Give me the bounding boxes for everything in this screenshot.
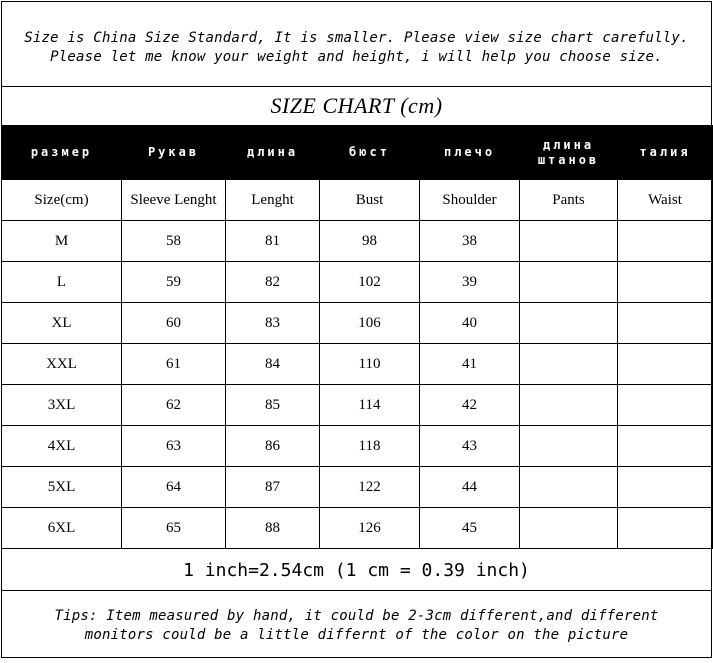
tips-line-1: Tips: Item measured by hand, it could be 2-3cm different,and different xyxy=(54,608,659,624)
cell-waist xyxy=(618,262,713,303)
cell-size: XL xyxy=(2,303,122,344)
cell-shoulder: 45 xyxy=(420,508,520,549)
cell-length: 88 xyxy=(226,508,320,549)
header-ru-shoulder: плечо xyxy=(420,126,520,180)
cell-pants xyxy=(520,221,618,262)
cell-bust: 106 xyxy=(320,303,420,344)
header-ru-bust: бюст xyxy=(320,126,420,180)
cell-pants xyxy=(520,262,618,303)
header-en-waist: Waist xyxy=(618,180,713,221)
header-en-bust: Bust xyxy=(320,180,420,221)
cell-bust: 114 xyxy=(320,385,420,426)
table-row xyxy=(2,262,713,303)
cell-shoulder: 38 xyxy=(420,221,520,262)
cell-length: 83 xyxy=(226,303,320,344)
size-notice xyxy=(2,2,711,87)
cell-shoulder: 44 xyxy=(420,467,520,508)
cell-size: 4XL xyxy=(2,426,122,467)
header-ru-waist: талия xyxy=(618,126,713,180)
header-ru-pants: длина штанов xyxy=(520,126,618,180)
notice-line-1: Size is China Size Standard, It is smaller. Please view size chart carefully. xyxy=(24,30,689,46)
cell-size: L xyxy=(2,262,122,303)
table-row xyxy=(2,303,713,344)
table-row xyxy=(2,426,713,467)
cell-bust: 118 xyxy=(320,426,420,467)
cell-size: 5XL xyxy=(2,467,122,508)
cell-shoulder: 41 xyxy=(420,344,520,385)
header-ru-size: размер xyxy=(2,126,122,180)
table-row xyxy=(2,508,713,549)
cell-bust: 102 xyxy=(320,262,420,303)
chart-title: SIZE CHART (cm) xyxy=(270,93,443,118)
header-ru-sleeve: Рукав xyxy=(122,126,226,180)
cell-length: 85 xyxy=(226,385,320,426)
cell-length: 82 xyxy=(226,262,320,303)
header-en-sleeve: Sleeve Lenght xyxy=(122,180,226,221)
header-en-size: Size(cm) xyxy=(2,180,122,221)
cell-sleeve: 61 xyxy=(122,344,226,385)
cell-sleeve: 64 xyxy=(122,467,226,508)
header-en-length: Lenght xyxy=(226,180,320,221)
cell-length: 84 xyxy=(226,344,320,385)
cell-bust: 110 xyxy=(320,344,420,385)
header-en-pants: Pants xyxy=(520,180,618,221)
cell-sleeve: 59 xyxy=(122,262,226,303)
cell-size: 3XL xyxy=(2,385,122,426)
cell-waist xyxy=(618,221,713,262)
cell-pants xyxy=(520,344,618,385)
header-en-shoulder: Shoulder xyxy=(420,180,520,221)
cell-shoulder: 42 xyxy=(420,385,520,426)
notice-line-2: Please let me know your weight and height, i will help you choose size. xyxy=(50,49,663,65)
header-ru-length: длина xyxy=(226,126,320,180)
cell-size: XXL xyxy=(2,344,122,385)
cell-sleeve: 60 xyxy=(122,303,226,344)
cell-bust: 122 xyxy=(320,467,420,508)
cell-waist xyxy=(618,344,713,385)
cell-sleeve: 62 xyxy=(122,385,226,426)
cell-size: M xyxy=(2,221,122,262)
cell-waist xyxy=(618,467,713,508)
header-row-english xyxy=(2,180,713,221)
inch-conversion: 1 inch=2.54cm (1 cm = 0.39 inch) xyxy=(2,548,711,591)
table-row xyxy=(2,221,713,262)
cell-shoulder: 43 xyxy=(420,426,520,467)
cell-shoulder: 39 xyxy=(420,262,520,303)
cell-waist xyxy=(618,508,713,549)
cell-sleeve: 63 xyxy=(122,426,226,467)
cell-pants xyxy=(520,303,618,344)
cell-pants xyxy=(520,508,618,549)
cell-waist xyxy=(618,385,713,426)
cell-sleeve: 58 xyxy=(122,221,226,262)
header-row-russian xyxy=(2,126,713,180)
table-row xyxy=(2,385,713,426)
tips-line-2: monitors could be a little differnt of the color on the picture xyxy=(84,627,629,643)
cell-pants xyxy=(520,385,618,426)
cell-size: 6XL xyxy=(2,508,122,549)
cell-length: 86 xyxy=(226,426,320,467)
cell-pants xyxy=(520,426,618,467)
cell-pants xyxy=(520,467,618,508)
size-table xyxy=(1,125,713,549)
cell-sleeve: 65 xyxy=(122,508,226,549)
cell-length: 81 xyxy=(226,221,320,262)
tips-note xyxy=(2,591,711,645)
table-row xyxy=(2,467,713,508)
cell-shoulder: 40 xyxy=(420,303,520,344)
size-chart-sheet xyxy=(1,1,712,658)
table-row xyxy=(2,344,713,385)
cell-waist xyxy=(618,303,713,344)
cell-length: 87 xyxy=(226,467,320,508)
cell-waist xyxy=(618,426,713,467)
cell-bust: 126 xyxy=(320,508,420,549)
cell-bust: 98 xyxy=(320,221,420,262)
